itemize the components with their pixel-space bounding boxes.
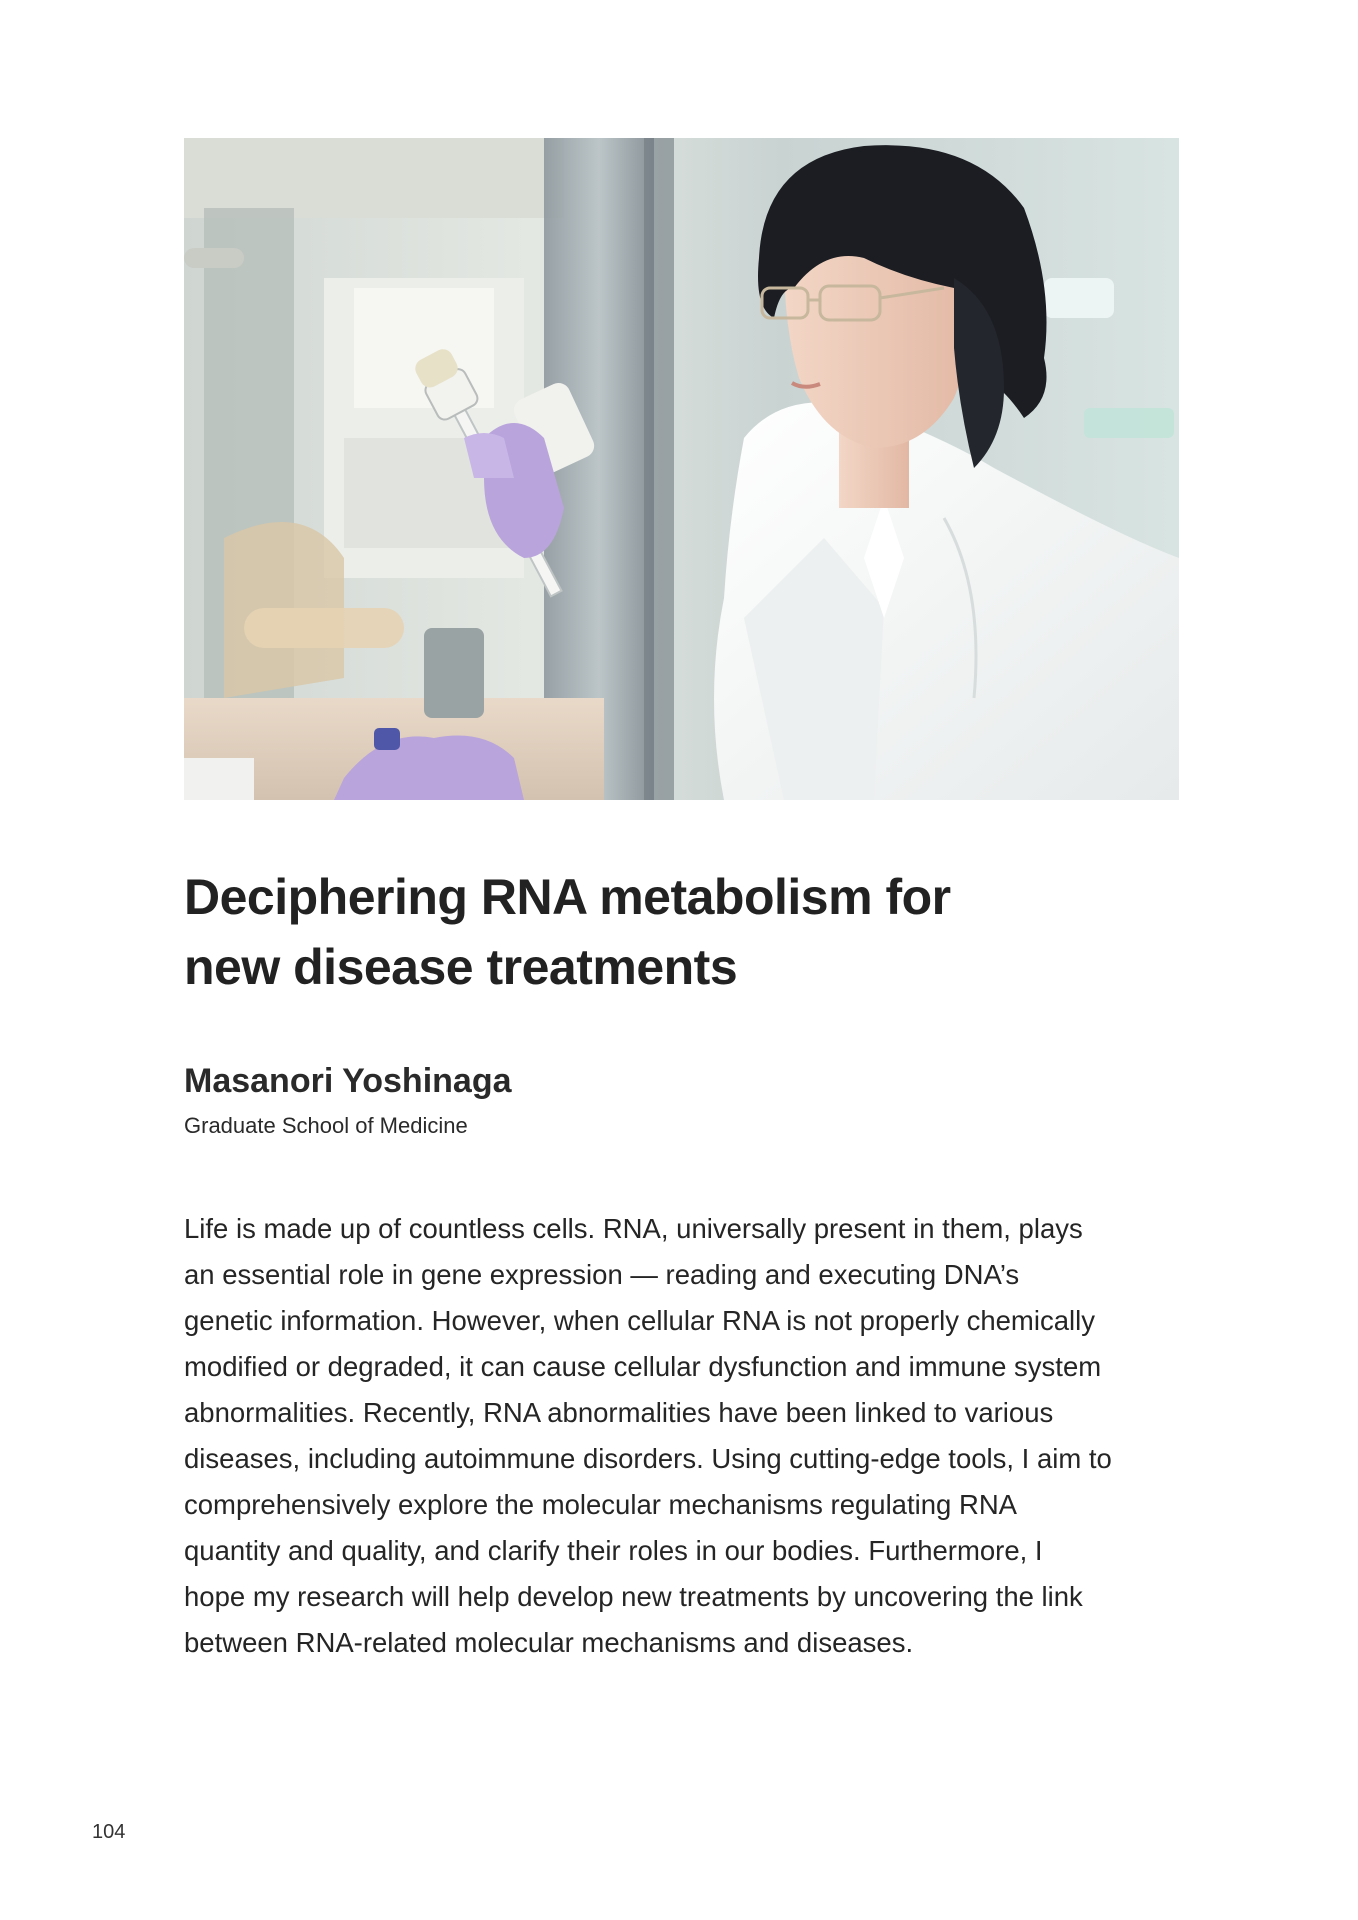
- article-title-line: Deciphering RNA metabolism for: [184, 869, 951, 925]
- body-line: comprehensively explore the molecular mechanisms regulating RNA: [184, 1489, 1018, 1520]
- article-title: [184, 862, 1184, 1002]
- body-line: diseases, including autoimmune disorders. Using cutting-edge tools, I aim to: [184, 1443, 1112, 1474]
- body-line: quantity and quality, and clarify their roles in our bodies. Furthermore, I: [184, 1535, 1043, 1566]
- body-line: genetic information. However, when cellular RNA is not properly chemically: [184, 1305, 1095, 1336]
- body-line: modified or degraded, it can cause cellular dysfunction and immune system: [184, 1351, 1102, 1382]
- body-line: hope my research will help develop new treatments by uncovering the link: [184, 1581, 1083, 1612]
- author-name: Masanori Yoshinaga: [184, 1062, 512, 1100]
- article-title-line: new disease treatments: [184, 939, 738, 995]
- article-body: [184, 1206, 1184, 1666]
- body-line: Life is made up of countless cells. RNA, universally present in them, plays: [184, 1213, 1083, 1244]
- body-line: between RNA-related molecular mechanisms and diseases.: [184, 1627, 914, 1658]
- page-number: 104: [92, 1821, 126, 1843]
- author-affiliation: Graduate School of Medicine: [184, 1113, 468, 1138]
- researcher-photo: [184, 138, 1179, 800]
- body-line: an essential role in gene expression — reading and executing DNA’s: [184, 1259, 1020, 1290]
- body-line: abnormalities. Recently, RNA abnormalities have been linked to various: [184, 1397, 1054, 1428]
